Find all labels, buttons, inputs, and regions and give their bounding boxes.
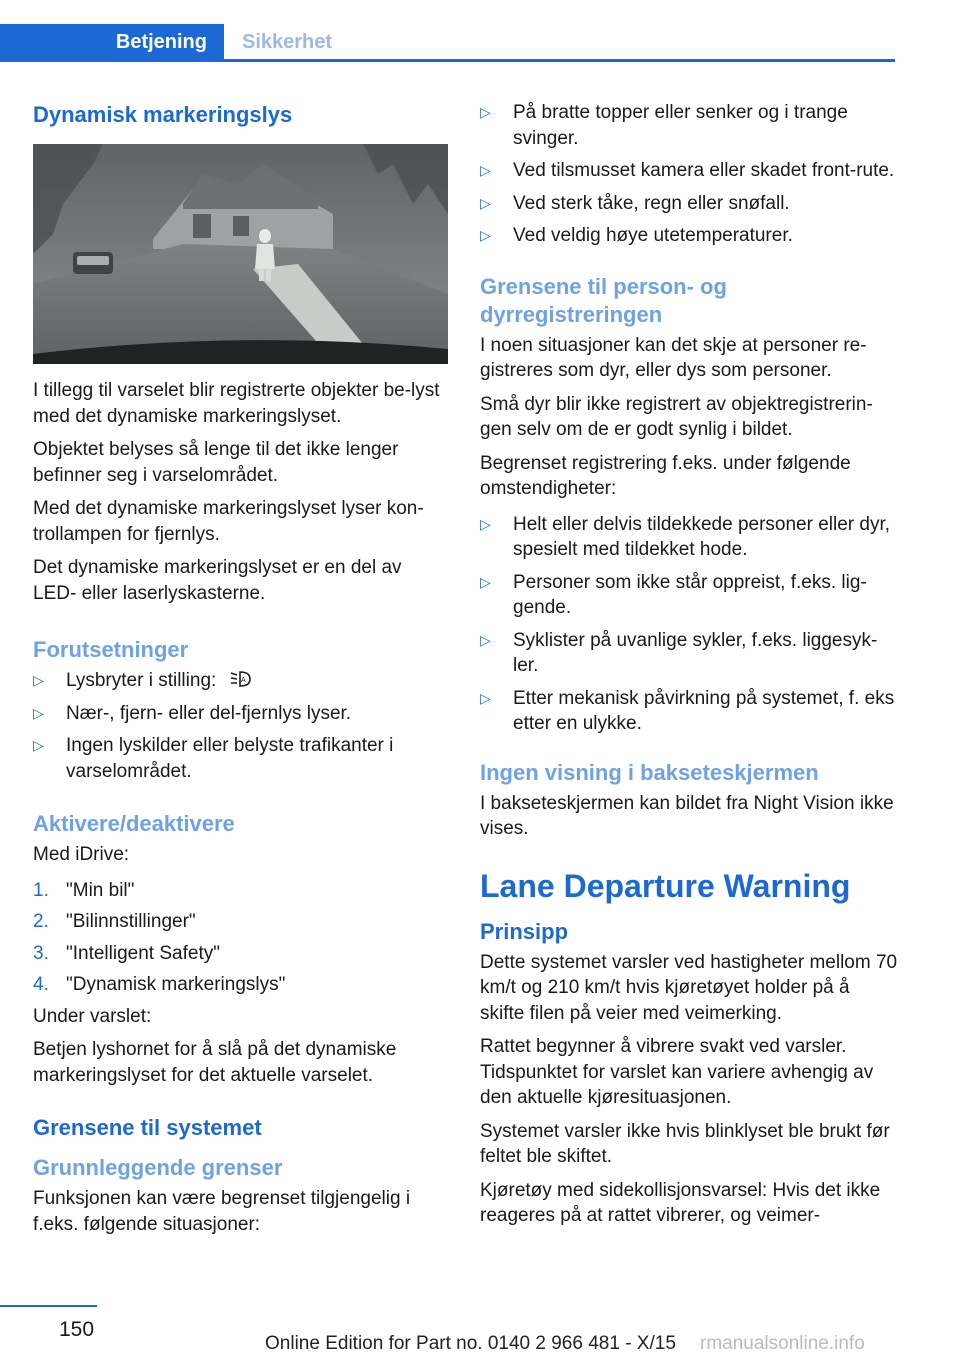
heading-person-dyr: Grensene til person- og dyrregistreringen	[480, 273, 727, 327]
header-rule	[0, 59, 895, 62]
betjen-paragraph: Betjen lyshornet for å slå på det dynamiske markeringslyset for det aktuelle varselet.	[33, 1039, 397, 1086]
night-vision-photo	[33, 144, 448, 364]
idrive-label: Med iDrive:	[33, 844, 130, 865]
under-varslet: Under varslet:	[33, 1005, 152, 1027]
heading-bakseteskjermen: Ingen visning i bakseteskjermen	[480, 759, 819, 785]
list-item: ▷ Etter mekanisk påvirkning på systemet, f. eks etter en ulykke.	[480, 687, 895, 734]
list-item: ▷ Ved tilsmusset kamera eller skadet front-rute.	[480, 158, 898, 184]
limits-list	[480, 100, 898, 249]
tab-sikkerhet[interactable]: Sikkerhet	[242, 30, 333, 53]
person-paragraph-3: Begrenset registrering f.eks. under følgende omstendigheter:	[480, 452, 851, 499]
list-item: 1. "Min bil"	[33, 879, 135, 901]
footer-rule	[0, 1305, 97, 1307]
triangle-bullet-icon: ▷	[480, 631, 491, 648]
triangle-bullet-icon: ▷	[480, 689, 491, 706]
person-paragraph-2: Små dyr blir ikke registrert av objektregistrerin-gen selv om de er godt synlig i bildet.	[480, 393, 873, 440]
triangle-bullet-icon: ▷	[480, 104, 491, 120]
auto-headlight-icon	[228, 669, 254, 689]
prinsipp-paragraph-1: Dette systemet varsler ved hastigheter mellom 70 km/t og 210 km/t hvis kjøretøyet holder på å skifte filen på veier med veimerking.	[480, 951, 898, 1024]
idrive-steps	[33, 878, 448, 998]
triangle-bullet-icon: ▷	[480, 162, 491, 178]
list-item: 4. "Dynamisk markeringslys"	[33, 974, 286, 995]
header-bar	[0, 0, 895, 62]
prinsipp-paragraph-3: Systemet varsler ikke hvis blinklyset ble brukt før feltet ble skiftet.	[480, 1120, 890, 1167]
heading-grensene: Grensene til systemet	[33, 1115, 262, 1140]
list-item: ▷ På bratte topper eller senker og i trange svinger.	[480, 102, 848, 149]
list-item: 2. "Bilinnstillinger"	[33, 911, 196, 932]
paragraph-2: Objektet belyses så lenge til det ikke lenger befinner seg i varselområdet.	[33, 439, 399, 486]
forutsetninger-list	[33, 668, 448, 784]
heading-grunnleggende: Grunnleggende grenser	[33, 1155, 283, 1180]
list-item: ▷ Ved veldig høye utetemperaturer.	[480, 223, 898, 249]
heading-lane-departure-warning: Lane Departure Warning	[480, 867, 851, 904]
list-item: ▷ Lysbryter i stilling: A	[33, 668, 448, 694]
funksjonen-paragraph: Funksjonen kan være begrenset tilgjengelig i f.eks. følgende situasjoner:	[33, 1188, 411, 1235]
paragraph-3: Med det dynamiske markeringslyset lyser kon-trollampen for fjernlys.	[33, 498, 424, 545]
triangle-bullet-icon: ▷	[33, 672, 44, 688]
right-column	[480, 100, 898, 1237]
watermark: rmanualsonline.info	[700, 1333, 865, 1354]
heading-forutsetninger: Forutsetninger	[33, 637, 189, 662]
list-item: ▷ Nær-, fjern- eller del-fjernlys lyser.	[33, 701, 448, 727]
list-item: ▷ Personer som ikke står oppreist, f.eks. lig-gende.	[480, 571, 867, 618]
list-item: ▷ Ved sterk tåke, regn eller snøfall.	[480, 191, 898, 217]
triangle-bullet-icon: ▷	[480, 515, 491, 532]
tab-betjening[interactable]: Betjening	[0, 24, 224, 60]
heading-prinsipp: Prinsipp	[480, 918, 569, 944]
triangle-bullet-icon: ▷	[480, 573, 491, 590]
triangle-bullet-icon: ▷	[480, 194, 491, 211]
triangle-bullet-icon: ▷	[480, 227, 491, 243]
page-number: 150	[59, 1318, 95, 1341]
prinsipp-paragraph-2: Rattet begynner å vibrere svakt ved varsler. Tidspunktet for varslet kan variere avhengig av den aktuelle kjøresituasjonen.	[480, 1036, 874, 1108]
triangle-bullet-icon: ▷	[33, 704, 44, 721]
triangle-bullet-icon: ▷	[33, 737, 44, 753]
list-item: ▷ Ingen lyskilder eller belyste trafikanter i varselområdet.	[33, 735, 394, 782]
list-item: ▷ Helt eller delvis tildekkede personer eller dyr, spesielt med tildekket hode.	[480, 513, 891, 560]
list-item: ▷ Syklister på uvanlige sykler, f.eks. liggesyk-ler.	[480, 629, 878, 676]
section-title-dynamisk: Dynamisk markeringslys	[33, 102, 293, 127]
heading-aktivere: Aktivere/deaktivere	[33, 811, 235, 836]
baksete-paragraph: I bakseteskjermen kan bildet fra Night Vision ikke vises.	[480, 792, 894, 839]
list-item: 3. "Intelligent Safety"	[33, 942, 220, 964]
person-paragraph-1: I noen situasjoner kan det skje at personer re-gistreres som dyr, eller dys som personer.	[480, 334, 867, 381]
paragraph-4: Det dynamiske markeringslyset er en del av LED- eller laserlyskasterne.	[33, 557, 402, 604]
prinsipp-paragraph-4: Kjøretøy med sidekollisjonsvarsel: Hvis det ikke reageres på at rattet vibrerer, og veimer-	[480, 1179, 881, 1226]
paragraph-1: I tillegg til varselet blir registrerte objekter be-lyst med det dynamiske markeringslyset.	[33, 380, 440, 427]
edition-text: Online Edition for Part no. 0140 2 966 481 - X/15	[265, 1333, 676, 1354]
svg-text:A: A	[240, 677, 246, 684]
left-column	[33, 100, 448, 1245]
person-limits-list	[480, 512, 898, 737]
